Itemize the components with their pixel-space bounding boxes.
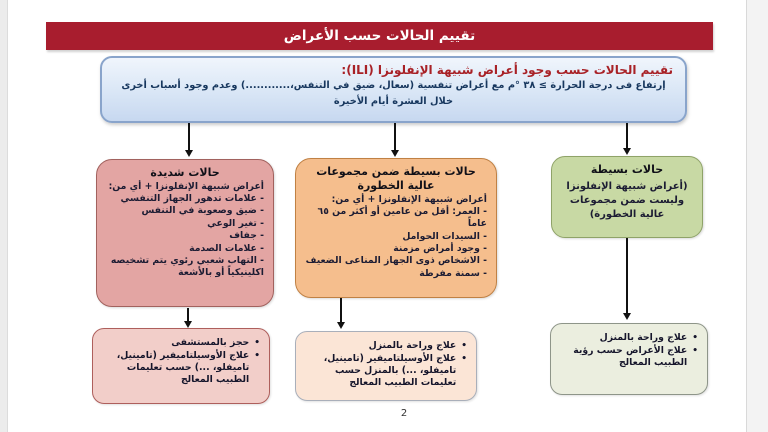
severe-treatment-text: علاج الأوسيلتاميفير (تامينيل، تاميفلو، ...) حسب تعليمات الطبيب المعالج <box>116 349 250 386</box>
severe-treatment-item <box>101 337 260 350</box>
arrow-mild-to-treatment <box>626 238 628 314</box>
high-risk-treatment-text: علاج الأوسيلتاميفير (تامينيل، تاميفلو، ...) بالمنزل حسب تعليمات الطبيب المعالج <box>323 352 457 389</box>
left-edge-strip <box>0 0 8 432</box>
severe-item: - ضيق وصعوبة في التنفس <box>141 205 264 217</box>
severe-item: - تغير الوعي <box>207 217 264 229</box>
arrow-high-risk-to-treatment <box>340 298 342 323</box>
high-risk-treatment-box <box>295 331 477 401</box>
bullet-icon <box>692 345 698 358</box>
high-risk-treatment-text: علاج وراحة بالمنزل <box>368 340 457 351</box>
arrow-to-mild-box <box>626 123 628 149</box>
high-risk-item: - سمنة مفرطة <box>419 267 487 279</box>
mild-treatment-text: علاج وراحة بالمنزل <box>599 332 688 343</box>
severe-item: - التهاب شعبي رئوي يتم تشخيصه اكلينيكياً أو بالأشعة <box>110 254 264 279</box>
arrow-to-high-risk-box <box>394 123 396 151</box>
right-edge-strip <box>746 0 768 432</box>
severe-cases-box <box>96 159 274 307</box>
severe-treatment-box <box>92 328 270 404</box>
high-risk-item: - السيدات الحوامل <box>402 230 487 242</box>
high-risk-treatment-item <box>304 340 467 353</box>
severe-treatment-item <box>101 350 260 387</box>
mild-cases-header: حالات بسيطة <box>590 163 664 176</box>
high-risk-treatment-item <box>304 353 467 390</box>
ili-definition-line2: خلال العشرة أيام الأخيرة <box>333 96 454 108</box>
bullet-icon <box>692 332 698 345</box>
mild-treatment-item <box>559 332 698 345</box>
slide-title: تقييم الحالات حسب الأعراض <box>283 28 476 44</box>
slide-title-banner <box>46 22 713 50</box>
bullet-icon <box>461 353 467 366</box>
bullet-icon <box>461 340 467 353</box>
arrow-to-severe-box <box>188 123 190 151</box>
bullet-icon <box>254 337 260 350</box>
mild-treatment-text: علاج الأعراض حسب رؤية الطبيب المعالج <box>573 344 688 368</box>
bullet-icon <box>254 350 260 363</box>
severe-treatment-text: حجز بالمستشفى <box>171 337 250 348</box>
high-risk-item: - وجود أمراض مزمنة <box>393 242 487 254</box>
high-risk-item: - الاشخاص ذوى الجهاز المناعى الضعيف <box>305 255 487 267</box>
arrow-severe-to-treatment <box>187 308 189 322</box>
mild-treatment-item <box>559 345 698 370</box>
severe-cases-header: حالات شديدة <box>150 166 220 179</box>
high-risk-item: - العمر: أقل من عامين أو أكثر من ٦٥ عاماً <box>317 205 487 230</box>
high-risk-mild-intro: أعراض شبيهة الإنفلونزا + أي من: <box>331 193 487 205</box>
severe-cases-intro: أعراض شبيهة الإنفلونزا + أي من: <box>108 180 264 192</box>
mild-cases-note: (أعراض شبيهة الإنفلونزا وليست ضمن مجموعات عالية الخطورة) <box>566 180 688 220</box>
high-risk-mild-header: حالات بسيطة ضمن مجموعات عالية الخطورة <box>316 165 476 192</box>
ili-definition-line1: إرتفاع فى درجة الحرارة ≥ ٣٨ °م مع أعراض تنفسية (سعال، ضيق في التنفس،............) وعدم وجود أسباب أخرى <box>121 80 666 91</box>
severe-item: - علامات تدهور الجهاز التنفسي <box>120 193 264 205</box>
severe-item: - جفاف <box>229 230 264 242</box>
ili-definition-title: تقييم الحالات حسب وجود أعراض شبيهة الإنفلونزا (ILI): <box>341 63 673 77</box>
mild-cases-box <box>551 156 703 238</box>
mild-treatment-box <box>550 323 708 395</box>
high-risk-mild-cases-box <box>295 158 497 298</box>
severe-item: - علامات الصدمة <box>189 242 264 254</box>
page-number: 2 <box>400 408 408 419</box>
ili-definition-box <box>100 56 687 123</box>
